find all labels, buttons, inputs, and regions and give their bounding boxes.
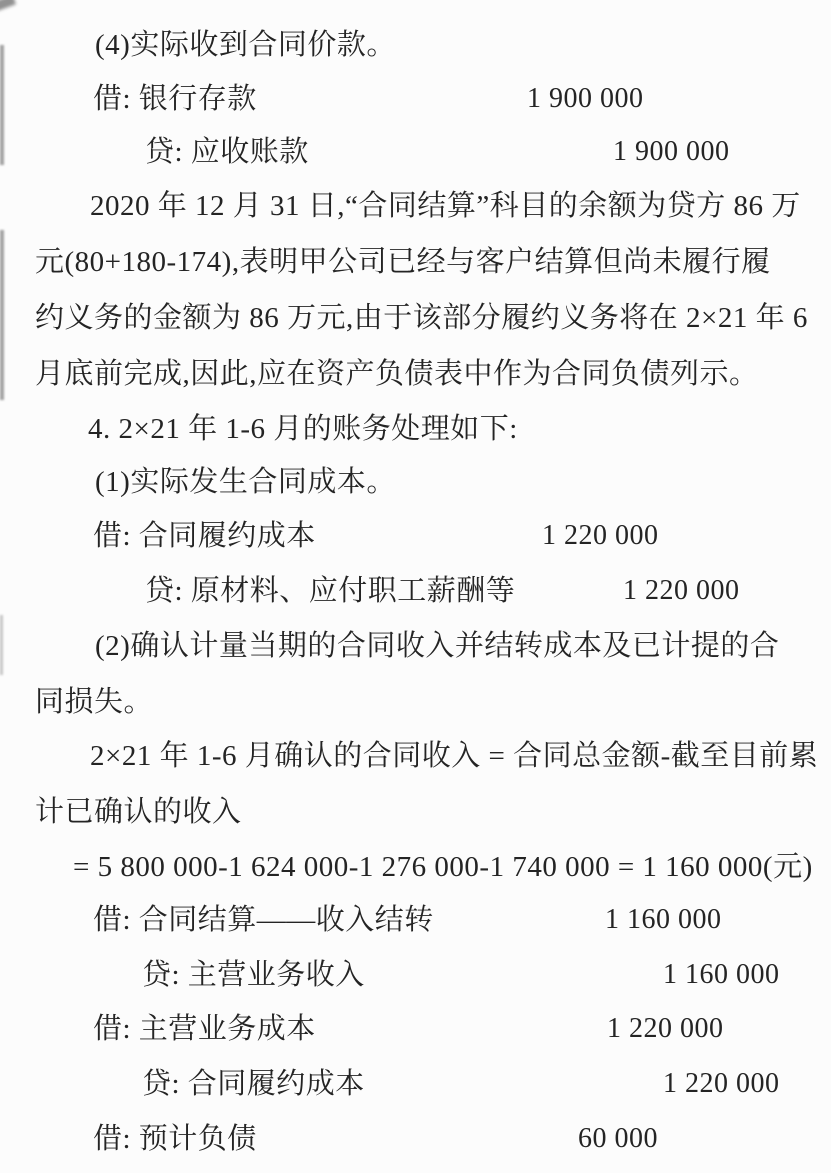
- paragraph-line: 月底前完成,因此,应在资产负债表中作为合同负债列示。: [35, 358, 759, 390]
- paragraph-line: 约义务的金额为 86 万元,由于该部分履约义务将在 2×21 年 6: [35, 302, 808, 334]
- formula-line: 2×21 年 1-6 月确认的合同收入 = 合同总金额-截至目前累: [90, 740, 819, 772]
- paragraph-line: 元(80+180-174),表明甲公司已经与客户结算但尚未履行履: [35, 246, 771, 278]
- journal-entry-debit: 借: 合同结算——收入结转: [93, 904, 434, 936]
- formula-line: 计已确认的收入: [35, 796, 242, 828]
- amount-value: 1 160 000: [605, 904, 722, 935]
- scan-smudge: [0, 0, 16, 12]
- paragraph-line: 2020 年 12 月 31 日,“合同结算”科目的余额为贷方 86 万: [90, 190, 801, 222]
- scan-edge-artifact: [0, 230, 4, 400]
- amount-value: 1 900 000: [613, 136, 730, 167]
- numbered-heading: 4. 2×21 年 1-6 月的账务处理如下:: [88, 413, 518, 445]
- journal-entry-debit: 借: 银行存款: [93, 83, 257, 115]
- journal-entry-debit: 借: 主营业务成本: [93, 1013, 316, 1045]
- scan-edge-artifact: [0, 615, 3, 675]
- paragraph-line: (2)确认计量当期的合同收入并结转成本及已计提的合: [95, 630, 780, 662]
- paragraph-line: 同损失。: [35, 686, 154, 718]
- amount-value: 1 220 000: [623, 575, 740, 606]
- section-heading: (1)实际发生合同成本。: [95, 466, 396, 498]
- amount-value: 1 220 000: [663, 1068, 780, 1099]
- amount-value: 60 000: [578, 1123, 658, 1154]
- amount-value: 1 220 000: [542, 520, 659, 551]
- journal-entry-credit: 贷: 合同履约成本: [142, 1068, 365, 1100]
- scan-edge-artifact: [0, 45, 4, 165]
- amount-value: 1 900 000: [527, 83, 644, 114]
- calculation-line: = 5 800 000-1 624 000-1 276 000-1 740 000 = 1 160 000(元): [73, 851, 813, 883]
- amount-value: 1 220 000: [607, 1013, 724, 1044]
- journal-entry-credit: 贷: 应收账款: [145, 136, 309, 168]
- journal-entry-credit: 贷: 主营业务收入: [142, 959, 365, 991]
- journal-entry-debit: 借: 预计负债: [93, 1123, 257, 1155]
- section-heading: (4)实际收到合同价款。: [95, 29, 396, 61]
- amount-value: 1 160 000: [663, 959, 780, 990]
- journal-entry-credit: 贷: 原材料、应付职工薪酬等: [145, 575, 516, 607]
- journal-entry-debit: 借: 合同履约成本: [93, 520, 316, 552]
